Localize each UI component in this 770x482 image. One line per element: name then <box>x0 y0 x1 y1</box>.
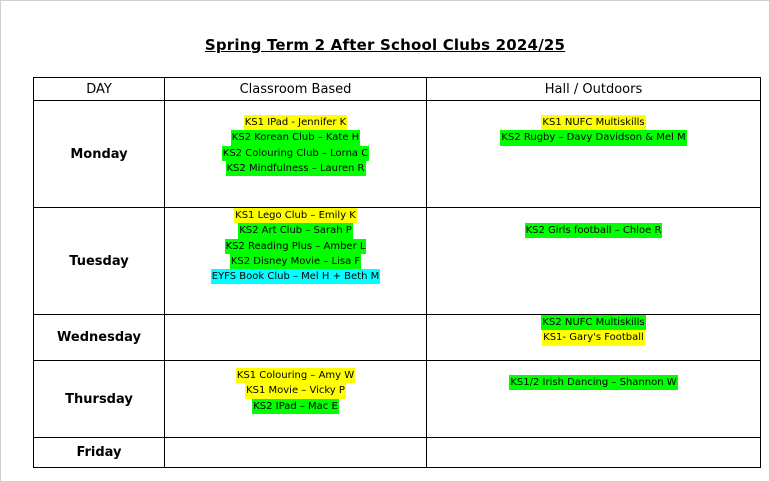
row-monday <box>34 101 761 208</box>
header-hall: Hall / Outdoors <box>427 78 761 101</box>
club-entry: KS2 NUFC Multiskills <box>541 315 645 330</box>
club-entry: KS2 Mindfulness – Lauren R <box>226 161 366 176</box>
classroom-cell <box>165 101 427 208</box>
row-friday <box>34 438 761 468</box>
club-entry: KS2 Girls football – Chloe R <box>525 223 663 238</box>
day-label: Wednesday <box>34 315 165 361</box>
club-entry: KS2 Rugby – Davy Davidson & Mel M <box>500 130 686 145</box>
club-entry: KS1- Gary's Football <box>542 330 645 345</box>
row-wednesday <box>34 315 761 361</box>
classroom-cell <box>165 361 427 438</box>
header-day: DAY <box>34 78 165 101</box>
day-label: Thursday <box>34 361 165 438</box>
club-entry: KS2 Art Club – Sarah P <box>238 223 353 238</box>
club-entry: KS2 Reading Plus – Amber L <box>225 239 367 254</box>
hall-cell <box>427 208 761 315</box>
club-entry: KS1 IPad - Jennifer K <box>244 115 348 130</box>
page-title: Spring Term 2 After School Clubs 2024/25 <box>204 36 566 54</box>
club-entry: KS1/2 Irish Dancing – Shannon W <box>509 375 677 390</box>
club-entry: KS1 Lego Club – Emily K <box>234 208 357 223</box>
classroom-cell <box>165 438 427 468</box>
header-row <box>34 78 761 101</box>
day-label: Tuesday <box>34 208 165 315</box>
classroom-cell <box>165 208 427 315</box>
hall-cell <box>427 361 761 438</box>
header-classroom: Classroom Based <box>165 78 427 101</box>
clubs-table <box>33 77 761 468</box>
hall-cell <box>427 101 761 208</box>
club-entry: KS1 Colouring – Amy W <box>236 368 355 383</box>
club-entry: KS2 IPad – Mac E <box>252 399 339 414</box>
club-entry: EYFS Book Club – Mel H + Beth M <box>211 269 380 284</box>
club-entry: KS1 Movie – Vicky P <box>245 383 346 398</box>
row-thursday <box>34 361 761 438</box>
day-label: Monday <box>34 101 165 208</box>
club-entry: KS2 Korean Club – Kate H <box>231 130 360 145</box>
club-entry: KS2 Disney Movie – Lisa F <box>230 254 361 269</box>
classroom-cell <box>165 315 427 361</box>
club-entry: KS1 NUFC Multiskills <box>541 115 645 130</box>
club-entry: KS2 Colouring Club – Lorna C <box>222 146 369 161</box>
hall-cell <box>427 315 761 361</box>
hall-cell <box>427 438 761 468</box>
row-tuesday <box>34 208 761 315</box>
day-label: Friday <box>34 438 165 468</box>
